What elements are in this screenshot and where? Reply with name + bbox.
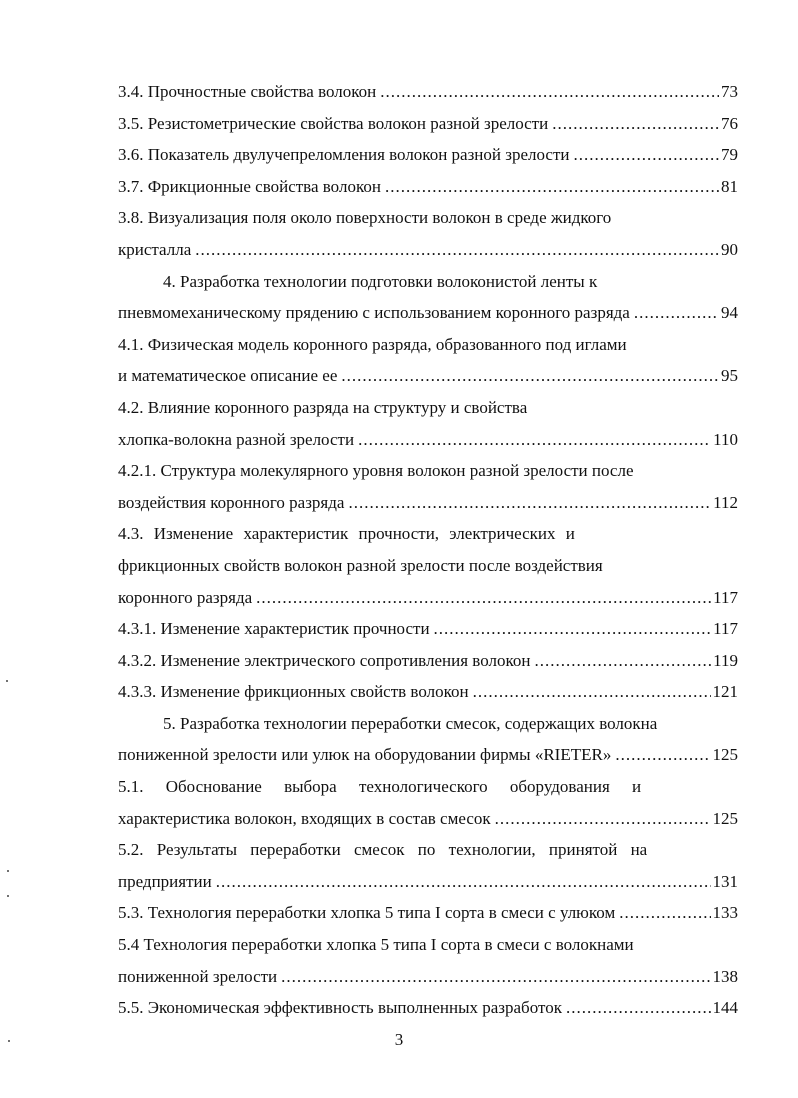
table-of-contents xyxy=(118,76,738,1024)
scan-speck xyxy=(7,895,9,897)
toc-entry-title: 5.2. Результаты переработки смесок по технологии, принятой на xyxy=(118,840,648,860)
dot-leader xyxy=(566,992,711,1024)
scan-speck xyxy=(8,1040,10,1042)
toc-entry-page: 110 xyxy=(713,429,738,449)
toc-entry-page: 133 xyxy=(712,903,738,923)
toc-entry-title: фрикционных свойств волокон разной зрелости после воздействия xyxy=(118,555,603,575)
toc-entry-title: пневмомеханическому прядению с использованием коронного разряда xyxy=(118,303,630,323)
dot-leader xyxy=(195,234,719,266)
toc-entry xyxy=(118,645,738,677)
toc-entry xyxy=(118,961,738,993)
toc-entry-page: 79 xyxy=(721,145,738,165)
toc-entry-page: 112 xyxy=(713,492,738,512)
toc-entry-page: 81 xyxy=(721,176,738,196)
dot-leader xyxy=(281,961,710,993)
dot-leader xyxy=(495,803,711,835)
toc-entry xyxy=(118,297,738,329)
toc-entry xyxy=(118,739,738,771)
toc-entry-continued xyxy=(118,929,738,961)
dot-leader xyxy=(256,582,711,614)
toc-entry-title: хлопка-волокна разной зрелости xyxy=(118,429,355,449)
toc-entry-continued xyxy=(118,455,738,487)
toc-entry xyxy=(118,76,738,108)
dot-leader xyxy=(619,897,710,929)
dot-leader xyxy=(434,613,712,645)
toc-entry-continued xyxy=(118,771,738,803)
toc-entry-title: 4.3.3. Изменение фрикционных свойств волокон xyxy=(118,682,469,702)
dot-leader xyxy=(348,487,711,519)
toc-entry-page: 117 xyxy=(713,587,738,607)
dot-leader xyxy=(473,676,711,708)
toc-entry-title: 3.5. Резистометрические свойства волокон разной зрелости xyxy=(118,113,549,133)
dot-leader xyxy=(385,171,719,203)
toc-entry xyxy=(118,139,738,171)
scan-speck xyxy=(6,680,8,682)
toc-entry xyxy=(118,803,738,835)
toc-entry-title: 3.6. Показатель двулучепреломления волокон разной зрелости xyxy=(118,145,570,165)
toc-entry-title: 4.2. Влияние коронного разряда на структуру и свойства xyxy=(118,397,528,417)
toc-entry-title: 4.1. Физическая модель коронного разряда, образованного под иглами xyxy=(118,334,627,354)
toc-entry-title: характеристика волокон, входящих в состав смесок xyxy=(118,808,491,828)
dot-leader xyxy=(216,866,711,898)
toc-entry xyxy=(118,171,738,203)
dot-leader xyxy=(534,645,711,677)
toc-entry-title: 4.3. Изменение характеристик прочности, электрических и xyxy=(118,524,575,544)
toc-entry-title: предприятии xyxy=(118,871,212,891)
toc-entry-title: 5.1. Обоснование выбора технологического оборудования и xyxy=(118,777,642,797)
toc-entry-page: 121 xyxy=(712,682,738,702)
toc-entry-page: 119 xyxy=(713,650,738,670)
toc-entry-page: 95 xyxy=(721,366,738,386)
toc-entry-continued xyxy=(118,392,738,424)
scan-speck xyxy=(7,870,9,872)
toc-entry-page: 94 xyxy=(721,303,738,323)
toc-entry-title: 4.2.1. Структура молекулярного уровня волокон разной зрелости после xyxy=(118,461,634,481)
toc-entry-continued xyxy=(118,518,738,550)
dot-leader xyxy=(358,424,711,456)
dot-leader xyxy=(380,76,719,108)
toc-entry xyxy=(118,897,738,929)
toc-entry-title: пониженной зрелости xyxy=(118,966,278,986)
dot-leader xyxy=(615,739,710,771)
toc-entry xyxy=(118,992,738,1024)
page-number: 3 xyxy=(394,1030,404,1049)
toc-entry-page: 138 xyxy=(712,966,738,986)
toc-entry-title: 3.4. Прочностные свойства волокон xyxy=(118,82,377,101)
toc-entry xyxy=(118,866,738,898)
toc-entry-title: 5.3. Технология переработки хлопка 5 типа I сорта в смеси с улюком xyxy=(118,903,616,923)
toc-entry-page: 73 xyxy=(721,82,738,101)
toc-entry-continued xyxy=(118,834,738,866)
toc-entry-title: 4.3.1. Изменение характеристик прочности xyxy=(118,619,430,639)
toc-entry-title: коронного разряда xyxy=(118,587,253,607)
toc-chapter-heading xyxy=(118,266,738,298)
toc-entry xyxy=(118,424,738,456)
dot-leader xyxy=(574,139,720,171)
toc-entry-title: 5. Разработка технологии переработки смесок, содержащих волокна xyxy=(163,713,658,733)
toc-entry xyxy=(118,360,738,392)
toc-entry-title: 5.4 Технология переработки хлопка 5 типа I сорта в смеси с волокнами xyxy=(118,935,634,955)
toc-entry-title: и математическое описание ее xyxy=(118,366,338,386)
dot-leader xyxy=(552,108,719,140)
dot-leader xyxy=(634,297,719,329)
toc-entry xyxy=(118,582,738,614)
toc-entry-page: 76 xyxy=(721,113,738,133)
toc-chapter-heading xyxy=(118,708,738,740)
toc-entry-title: 3.7. Фрикционные свойства волокон xyxy=(118,176,381,196)
toc-entry-page: 125 xyxy=(712,745,738,765)
toc-entry-page: 117 xyxy=(713,619,738,639)
toc-entry-continued xyxy=(118,202,738,234)
toc-entry-title: 4.3.2. Изменение электрического сопротивления волокон xyxy=(118,650,531,670)
toc-entry-title: кристалла xyxy=(118,239,192,259)
dot-leader xyxy=(341,360,719,392)
toc-entry-page: 131 xyxy=(712,871,738,891)
toc-entry xyxy=(118,613,738,645)
toc-entry-page: 90 xyxy=(721,239,738,259)
toc-entry-page: 125 xyxy=(712,808,738,828)
toc-entry xyxy=(118,234,738,266)
toc-entry xyxy=(118,108,738,140)
toc-entry xyxy=(118,676,738,708)
toc-entry-continued xyxy=(118,550,738,582)
toc-entry-title: 4. Разработка технологии подготовки волоконистой ленты к xyxy=(163,271,598,291)
toc-entry-title: 3.8. Визуализация поля около поверхности волокон в среде жидкого xyxy=(118,208,612,228)
toc-entry xyxy=(118,487,738,519)
toc-entry-continued xyxy=(118,329,738,361)
toc-entry-title: воздействия коронного разряда xyxy=(118,492,345,512)
toc-entry-page: 144 xyxy=(712,998,738,1018)
toc-entry-title: пониженной зрелости или улюк на оборудовании фирмы «RIETER» xyxy=(118,745,612,765)
toc-entry-title: 5.5. Экономическая эффективность выполненных разработок xyxy=(118,998,562,1018)
